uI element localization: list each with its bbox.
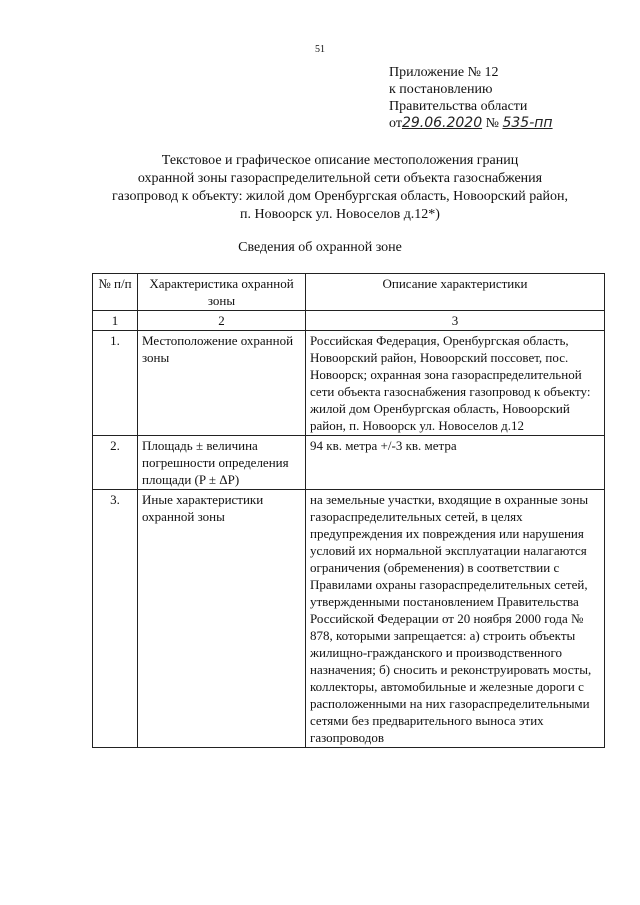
column-number-2: 2: [138, 311, 306, 331]
title-line-3: газопровод к объекту: жилой дом Оренбургская область, Новоорский район,: [112, 189, 568, 204]
row-description: на земельные участки, входящие в охранные зоны газораспределительных сетей, в целях предупреждения их повреждения или нарушения условий их нормальной эксплуатации налагаются ограничения (обременения) в соответствии с Правилами охраны газораспределительных сетей, утвержденными постановлением Правительства Российской Федерации от 20 ноября 2000 года № 878, которыми запрещается: а) строить объекты жилищно-гражданского и производственного назначения; б) сносить и реконструировать мосты, коллекторы, автомобильные и железные дороги с расположенными на них газораспределительными сетями без предварительного выноса этих газопроводов: [306, 490, 605, 748]
table-header-row: [93, 274, 605, 311]
header-description: Описание характеристики: [306, 274, 605, 311]
row-characteristic: Площадь ± величина погрешности определения площади (P ± ΔP): [138, 436, 306, 490]
row-number: 2.: [93, 436, 138, 490]
title-line-4: п. Новоорск ул. Новоселов д.12*): [240, 207, 440, 222]
appendix-to-resolution: к постановлению: [389, 82, 493, 97]
appendix-number: 535-пп: [502, 115, 553, 131]
appendix-date-number: [389, 115, 619, 132]
table-column-numbers-row: [93, 311, 605, 331]
appendix-title: Приложение № 12: [389, 65, 499, 80]
appendix-block: [389, 64, 619, 132]
appendix-government: Правительства области: [389, 99, 528, 114]
row-characteristic: Иные характеристики охранной зоны: [138, 490, 306, 748]
section-subtitle: Сведения об охранной зоне: [238, 240, 402, 255]
appendix-number-sign: №: [485, 116, 499, 131]
row-number: 3.: [93, 490, 138, 748]
header-characteristic: Характеристика охранной зоны: [138, 274, 306, 311]
document-title: [60, 152, 620, 224]
row-description: 94 кв. метра +/-3 кв. метра: [306, 436, 605, 490]
title-line-2: охранной зоны газораспределительной сети объекта газоснабжения: [137, 171, 543, 186]
table-row: [93, 331, 605, 436]
title-line-1: Текстовое и графическое описание местоположения границ: [161, 153, 519, 168]
table-row: [93, 490, 605, 748]
column-number-1: 1: [93, 311, 138, 331]
appendix-from-label: от: [389, 116, 402, 131]
row-number: 1.: [93, 331, 138, 436]
protection-zone-table: [92, 273, 605, 748]
row-characteristic: Местоположение охранной зоны: [138, 331, 306, 436]
table-row: [93, 436, 605, 490]
header-number: № п/п: [93, 274, 138, 311]
column-number-3: 3: [306, 311, 605, 331]
appendix-date: 29.06.2020: [401, 115, 483, 131]
row-description: Российская Федерация, Оренбургская область, Новоорский район, Новоорский поссовет, пос. Новоорск; охранная зона газораспределительной сети объекта газоснабжения газопровод к объекту: жилой дом Оренбургская область, Новоорский район, п. Новоорск ул. Новоселов д.12: [306, 331, 605, 436]
page-number: 51: [315, 44, 325, 55]
